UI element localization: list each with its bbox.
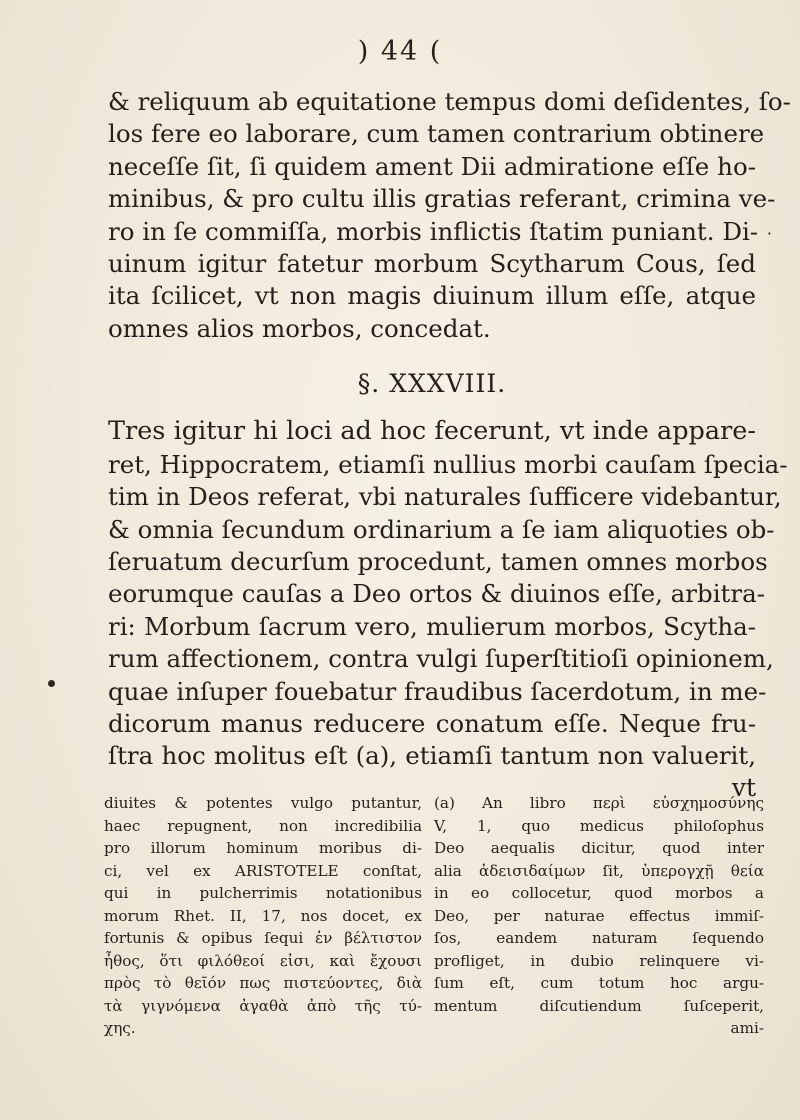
footnote-line: ἦθος, ὅτι φιλόθεοί εἰσι, καὶ ἔχουσι [104,951,422,970]
text-line: & reliquum ab equitatione tempus domi deſidentes, ſo- [108,87,791,116]
text-line: ro in ſe commiſſa, morbis inflictis ſtatim puniant. Di- [108,216,759,246]
footnote-right-column [434,792,764,1040]
text-line: eorumque cauſas a Deo ortos & diuinos eſſe, arbitra- [108,579,765,609]
footnote-left-column [104,792,422,1040]
text-line: & omnia ſecundum ordinarium a ſe iam aliquoties ob- [108,514,775,544]
page-number: ) 44 ( [357,36,443,67]
footnote-line: qui in pulcherrimis notationibus [104,884,422,902]
text-line: dicorum manus reducere conatum eſſe. Neque fru- [108,709,756,739]
footnote-line: (a) An libro περὶ εὐσχημοσύνης [434,794,764,812]
footnote-line: pro illorum hominum moribus di- [104,839,422,857]
footnote-line: ſos, eandem naturam ſequendo [434,929,764,947]
footnote-line: haec repugnent, non incredibilia [104,816,422,835]
text-line: ſeruatum decurſum procedunt, tamen omnes morbos [108,547,768,577]
footnote-line: ci, vel ex ARISTOTELE conſtat, [104,861,422,880]
text-line: ſtra hoc molitus eſt (a), etiamſi tantum non valuerit, [108,741,756,771]
text-line: rum affectionem, contra vulgi ſuperſtitioſi opinionem, [108,644,774,674]
footnotes [104,792,764,1040]
margin-mark: · [766,224,772,243]
footnote-line: alia ἀδεισιδαίμων ſit, ὑπερογχῇ θεία [434,861,764,880]
footnote-line: πρὸς τὸ θεῖόν πως πιστεύοντες, διὰ [104,974,422,992]
footnote-line: fortunis & opibus ſequi ἐν βέλτιστον [104,929,422,947]
footnote-line: morum Rhet. II, 17, nos docet, ex [104,906,422,925]
text-line: Tres igitur hi loci ad hoc fecerunt, vt inde appare- [108,416,756,447]
text-line: neceſſe ſit, ſi quidem ament Dii admiratione eſſe ho- [108,151,756,181]
footnote-line: Deo aequalis dicitur, quod inter [434,839,764,857]
footnote-line: V, 1, quo medicus philoſophus [434,816,764,835]
footnote-line: χης. [104,1019,136,1037]
text-line: los fere eo laborare, cum tamen contrarium obtinere [108,119,765,149]
footnote-catchword: ami- [730,1019,764,1037]
footnote-line: mentum diſcutiendum ſuſceperit, [434,996,764,1015]
margin-dot [48,680,55,687]
text-line: minibus, & pro cultu illis gratias referant, crimina ve- [108,184,776,214]
text-line: ita ſcilicet, vt non magis diuinum illum eſſe, atque [108,281,756,311]
footnote-line: profliget, in dubio relinquere vi- [434,951,764,970]
text-line: tim in Deos referat, vbi naturales ſufficere videbantur, [108,482,782,512]
catchword: vt [731,772,756,802]
footnote-line: ſum eſt, cum totum hoc argu- [434,974,764,992]
text-line: ret, Hippocratem, etiamſi nullius morbi cauſam ſpecia- [108,449,788,479]
text-line: ri: Morbum ſacrum vero, mulierum morbos, Scytha- [108,611,756,641]
text-line: omnes alios morbos, concedat. [108,313,491,343]
footnote-line: diuites & potentes vulgo putantur, [104,794,422,812]
section-heading: §. XXXVIII. [357,369,507,399]
footnote-line: Deo, per naturae effectus immiſ- [434,906,764,925]
text-line: uinum igitur fatetur morbum Scytharum Cous, ſed [108,248,756,278]
footnote-line: τὰ γιγνόμενα ἀγαθὰ ἀπὸ τῆς τύ- [104,996,422,1015]
text-line: quae inſuper fouebatur fraudibus ſacerdotum, in me- [108,676,767,706]
footnote-line: in eo collocetur, quod morbos a [434,884,764,902]
